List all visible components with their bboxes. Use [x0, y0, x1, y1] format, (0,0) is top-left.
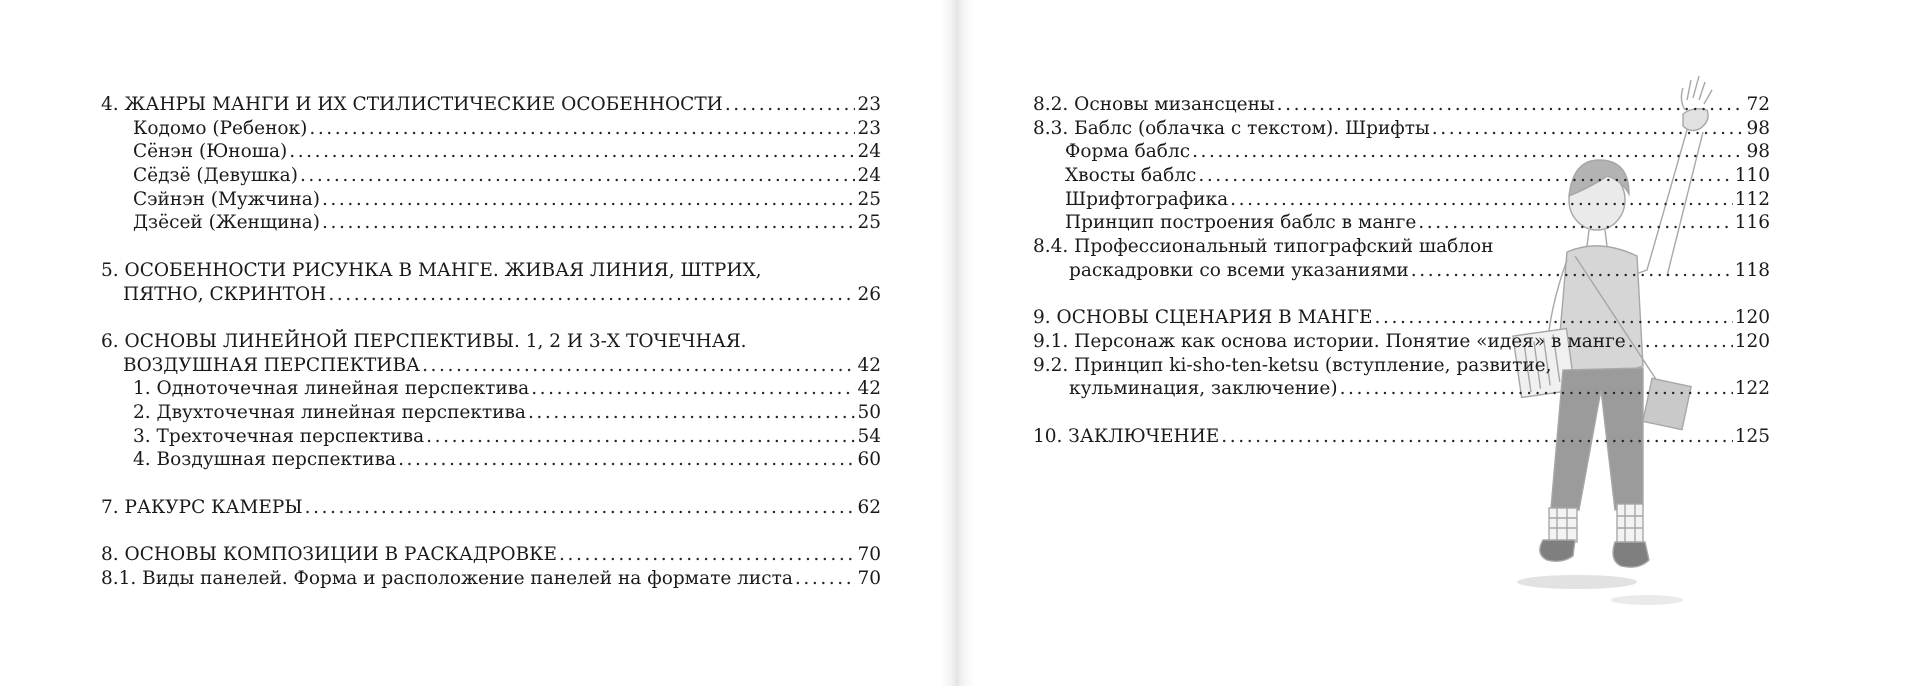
toc-entry-title: 8.3. Баблс (облачка с текстом). Шрифты — [1033, 117, 1430, 139]
toc-entry-chapter-6[interactable] — [101, 354, 881, 378]
toc-entry-title: 1. Одноточечная линейная перспектива — [133, 378, 530, 400]
leader-dots — [795, 567, 856, 591]
toc-page-number: 54 — [857, 425, 881, 447]
toc-entry-kodomo[interactable] — [101, 117, 881, 141]
leader-dots — [1375, 306, 1733, 330]
toc-entry-shonen[interactable] — [101, 140, 881, 164]
toc-page-number: 122 — [1734, 378, 1770, 400]
leader-dots — [725, 93, 856, 117]
toc-entry-title: 7. РАКУРС КАМЕРЫ — [101, 496, 303, 518]
toc-entry-shojo[interactable] — [101, 164, 881, 188]
toc-entry-one-point[interactable] — [101, 377, 881, 401]
toc-entry-title: Дзёсей (Женщина) — [133, 212, 320, 234]
leader-dots — [1418, 211, 1732, 235]
toc-entry-title-cont: ПЯТНО, СКРИНТОН — [123, 283, 327, 305]
leader-dots — [1628, 330, 1733, 354]
toc-entry-three-point[interactable] — [101, 425, 881, 449]
leader-dots — [559, 543, 855, 567]
toc-entry-bubble-shape[interactable] — [1033, 140, 1770, 164]
toc-page-number: 116 — [1734, 212, 1770, 234]
toc-page-number: 23 — [857, 94, 881, 115]
toc-page-number: 26 — [857, 283, 881, 305]
toc-entry-title: 6. ОСНОВЫ ЛИНЕЙНОЙ ПЕРСПЕКТИВЫ. 1, 2 И 3-Х ТОЧЕЧНАЯ. — [101, 330, 747, 352]
leader-dots — [1340, 377, 1733, 401]
toc-entry-title: 4. Воздушная перспектива — [133, 449, 397, 471]
toc-entry-chapter-10[interactable] — [1033, 425, 1770, 449]
toc-page-number: 70 — [857, 544, 881, 566]
toc-entry-chapter-9[interactable] — [1033, 306, 1770, 330]
toc-entry-bubble-tails[interactable] — [1033, 164, 1770, 188]
leader-dots — [1230, 188, 1733, 212]
toc-entry-chapter-5-line1[interactable] — [101, 259, 881, 283]
toc-entry-chapter-7[interactable] — [101, 496, 881, 520]
toc-entry-9-2[interactable] — [1033, 377, 1770, 401]
toc-entry-9-2-line1[interactable] — [1033, 354, 1770, 378]
toc-entry-8-3[interactable] — [1033, 117, 1770, 141]
toc-page-number: 98 — [1746, 141, 1770, 163]
leader-dots — [289, 140, 855, 164]
leader-dots — [398, 448, 855, 472]
toc-entry-bubble-principle[interactable] — [1033, 211, 1770, 235]
toc-page-number: 62 — [857, 496, 881, 518]
toc-entry-aerial[interactable] — [101, 448, 881, 472]
leader-dots — [305, 496, 856, 520]
toc-page-number: 70 — [857, 567, 881, 589]
toc-page-number: 110 — [1734, 165, 1770, 187]
leader-dots — [322, 188, 856, 212]
toc-entry-8-1[interactable] — [101, 567, 881, 591]
toc-entry-title: 9.2. Принцип ki-sho-ten-ketsu (вступление, развитие, — [1033, 354, 1552, 376]
toc-page-number: 98 — [1746, 117, 1770, 139]
toc-entry-title-cont: ВОЗДУШНАЯ ПЕРСПЕКТИВА — [123, 354, 421, 376]
toc-page-number: 60 — [857, 449, 881, 471]
toc-entry-9-1[interactable] — [1033, 330, 1770, 354]
toc-page-number: 24 — [857, 141, 881, 163]
leader-dots — [1221, 425, 1732, 449]
leader-dots — [422, 354, 855, 378]
toc-entry-chapter-5[interactable] — [101, 283, 881, 307]
toc-page-number: 50 — [857, 401, 881, 423]
toc-entry-seinen[interactable] — [101, 188, 881, 212]
leader-dots — [328, 283, 855, 307]
toc-page-number: 120 — [1734, 330, 1770, 352]
leader-dots — [300, 164, 856, 188]
toc-page-number: 23 — [857, 117, 881, 139]
toc-entry-title: Хвосты баблс — [1065, 165, 1197, 187]
toc-entry-title: 8.4. Профессиональный типографский шаблон — [1033, 236, 1494, 258]
leader-dots — [1192, 140, 1744, 164]
toc-entry-title: Форма баблс — [1065, 141, 1191, 163]
toc-entry-title: 4. ЖАНРЫ МАНГИ И ИХ СТИЛИСТИЧЕСКИЕ ОСОБЕННОСТИ — [101, 94, 723, 115]
toc-left — [101, 93, 881, 590]
toc-entry-title: 2. Двухточечная линейная перспектива — [133, 401, 526, 423]
leader-dots — [531, 377, 855, 401]
toc-entry-title: Кодомо (Ребенок) — [133, 117, 308, 139]
toc-entry-chapter-4[interactable] — [101, 93, 881, 117]
toc-entry-title: 8.1. Виды панелей. Форма и расположение панелей на формате листа — [101, 567, 793, 589]
toc-page-number: 42 — [857, 354, 881, 376]
leader-dots — [528, 401, 856, 425]
toc-entry-8-4-line1[interactable] — [1033, 235, 1770, 259]
toc-page-number: 72 — [1746, 94, 1770, 115]
leader-dots — [309, 117, 855, 141]
toc-entry-two-point[interactable] — [101, 401, 881, 425]
toc-entry-title: Шрифтографика — [1065, 188, 1229, 210]
toc-entry-8-2[interactable] — [1033, 93, 1770, 117]
toc-entry-chapter-8[interactable] — [101, 543, 881, 567]
toc-entry-8-4[interactable] — [1033, 259, 1770, 283]
toc-entry-title: 9. ОСНОВЫ СЦЕНАРИЯ В МАНГЕ — [1033, 307, 1373, 329]
toc-entry-title-cont: раскадровки со всеми указаниями — [1069, 259, 1409, 281]
leader-dots — [1277, 93, 1745, 117]
toc-entry-title: 10. ЗАКЛЮЧЕНИЕ — [1033, 425, 1220, 447]
toc-page-number: 42 — [857, 378, 881, 400]
toc-entry-title: Сёнэн (Юноша) — [133, 141, 288, 163]
leader-dots — [1198, 164, 1732, 188]
toc-page-number: 25 — [857, 188, 881, 210]
leader-dots — [322, 211, 855, 235]
toc-entry-title: 8. ОСНОВЫ КОМПОЗИЦИИ В РАСКАДРОВКЕ — [101, 544, 557, 566]
toc-page-number: 25 — [857, 212, 881, 234]
toc-entry-typography[interactable] — [1033, 188, 1770, 212]
toc-entry-title: 8.2. Основы мизансцены — [1033, 94, 1275, 115]
toc-entry-title: Сэйнэн (Мужчина) — [133, 188, 320, 210]
toc-entry-title: Сёдзё (Девушка) — [133, 165, 298, 187]
toc-right — [1033, 93, 1770, 448]
toc-entry-title: Принцип построения баблс в манге — [1065, 212, 1417, 234]
toc-entry-title-cont: кульминация, заключение) — [1069, 378, 1338, 400]
toc-page-number: 120 — [1734, 307, 1770, 329]
right-page — [957, 0, 1914, 686]
toc-entry-title: 9.1. Персонаж как основа истории. Понятие «идея» в манге — [1033, 330, 1626, 352]
toc-entry-title: 5. ОСОБЕННОСТИ РИСУНКА В МАНГЕ. ЖИВАЯ ЛИНИЯ, ШТРИХ, — [101, 259, 762, 281]
toc-page-number: 125 — [1734, 425, 1770, 447]
toc-entry-chapter-6-line1[interactable] — [101, 330, 881, 354]
toc-page-number: 24 — [857, 165, 881, 187]
leader-dots — [426, 425, 855, 449]
toc-entry-title: 3. Трехточечная перспектива — [133, 425, 425, 447]
leader-dots — [1432, 117, 1745, 141]
toc-page-number: 112 — [1734, 188, 1770, 210]
toc-page-number: 118 — [1734, 259, 1770, 281]
toc-entry-josei[interactable] — [101, 211, 881, 235]
leader-dots — [1411, 259, 1733, 283]
